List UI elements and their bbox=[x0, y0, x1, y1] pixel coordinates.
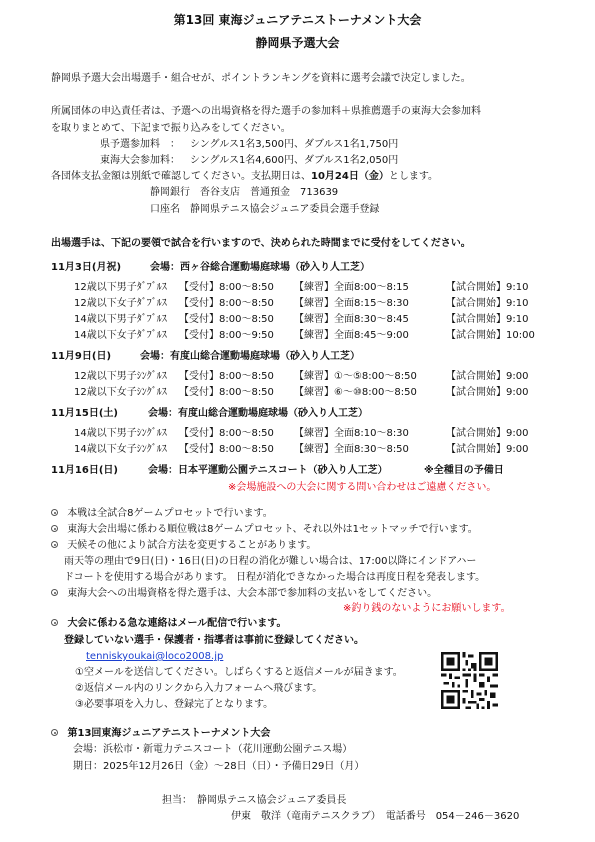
tokai-fee-value: シングルス1名4,600円、ダブルス1名2,050円 bbox=[190, 155, 399, 166]
step-2: ②返信メール内のリンクから入力フォームへ飛びます。 bbox=[75, 683, 323, 694]
practice-time: 【練習】全面8:30～8:45 bbox=[294, 314, 409, 325]
schedule-row bbox=[0, 294, 595, 309]
inquiry-warning: ※会場施設への大会に関する問い合わせはご遠慮ください。 bbox=[228, 482, 497, 493]
day1-date: 11月3日(月祝) bbox=[51, 262, 122, 273]
category: 14歳以下男子ｼﾝｸﾞﾙｽ bbox=[74, 428, 167, 439]
deadline-pre: 各団体支払金額は別紙で確認してください。支払期日は、 bbox=[51, 171, 311, 182]
double-circle-icon bbox=[51, 509, 58, 516]
reception-time: 【受付】8:00～8:50 bbox=[179, 444, 274, 455]
contact-line1: 大会に係わる急な連絡はメール配信で行います。 bbox=[51, 618, 286, 630]
qr-code-icon[interactable] bbox=[441, 652, 498, 709]
intro-text: 静岡県予選大会出場選手・組合せが、ポイントランキングを資料に選考会議で決定しました。 bbox=[51, 73, 471, 84]
double-circle-icon bbox=[51, 729, 58, 736]
category: 14歳以下女子ﾀﾞﾌﾞﾙｽ bbox=[74, 330, 167, 341]
practice-time: 【練習】全面8:45～9:00 bbox=[294, 330, 409, 341]
tokai-fee-label: 東海大会参加料： bbox=[100, 155, 180, 166]
schedule-row bbox=[0, 326, 595, 341]
match-start: 【試合開始】9:00 bbox=[446, 428, 529, 439]
match-start: 【試合開始】9:00 bbox=[446, 444, 529, 455]
tokai-venue: 会場：浜松市・新電力テニスコート（花川運動公園テニス場） bbox=[73, 744, 353, 755]
contact-line2: 登録していない選手・保護者・指導者は事前に登録してください。 bbox=[64, 635, 364, 646]
practice-time: 【練習】①～⑤8:00～8:50 bbox=[294, 371, 417, 382]
schedule-intro: 出場選手は、下記の要領で試合を行いますので、決められた時間までに受付をしてください。 bbox=[51, 238, 471, 249]
reserve-note: ※全種目の予備日 bbox=[424, 465, 504, 476]
match-start: 【試合開始】10:00 bbox=[446, 330, 535, 341]
note-detail: 雨天等の理由で9日(日)・16日(日)の日程の消化が難しい場合は、17:00以降にインドアハー bbox=[64, 556, 477, 567]
deadline-post: とします。 bbox=[388, 171, 439, 182]
bank-info: 静岡銀行 沓谷支店 普通預金 713639 bbox=[150, 187, 339, 198]
practice-time: 【練習】全面8:15～8:30 bbox=[294, 298, 409, 309]
reception-time: 【受付】8:00～8:50 bbox=[179, 282, 274, 293]
step-3: ③必要事項を入力し、登録完了となります。 bbox=[75, 699, 274, 710]
reception-time: 【受付】8:00～8:50 bbox=[179, 428, 274, 439]
practice-time: 【練習】全面8:00～8:15 bbox=[294, 282, 409, 293]
deadline-date: 10月24日（金） bbox=[311, 171, 389, 182]
pref-fee-label: 県予選参加料 ： bbox=[100, 139, 180, 150]
doc-subtitle: 静岡県予選大会 bbox=[255, 36, 340, 50]
match-start: 【試合開始】9:10 bbox=[446, 298, 529, 309]
day3-date: 11月15日(土) bbox=[51, 408, 118, 419]
schedule-row bbox=[0, 440, 595, 455]
double-circle-icon bbox=[51, 619, 58, 626]
category: 12歳以下女子ﾀﾞﾌﾞﾙｽ bbox=[74, 298, 167, 309]
deadline-line bbox=[51, 171, 438, 183]
reserve-date: 11月16日(日) bbox=[51, 465, 118, 476]
category: 12歳以下女子ｼﾝｸﾞﾙｽ bbox=[74, 387, 167, 398]
reception-time: 【受付】8:00～9:50 bbox=[179, 330, 274, 341]
day1-venue: 会場：西ヶ谷総合運動場庭球場（砂入り人工芝） bbox=[150, 262, 370, 273]
category: 14歳以下男子ﾀﾞﾌﾞﾙｽ bbox=[74, 314, 167, 325]
category: 12歳以下男子ﾀﾞﾌﾞﾙｽ bbox=[74, 282, 167, 293]
change-warning: ※釣り銭のないようにお願いします。 bbox=[343, 603, 511, 614]
category: 14歳以下女子ｼﾝｸﾞﾙｽ bbox=[74, 444, 167, 455]
doc-title: 第13回 東海ジュニアテニストーナメント大会 bbox=[173, 13, 422, 27]
day2-date: 11月9日(日) bbox=[51, 351, 112, 362]
tokai-title: 第13回東海ジュニアテニストーナメント大会 bbox=[51, 728, 270, 740]
double-circle-icon bbox=[51, 541, 58, 548]
double-circle-icon bbox=[51, 589, 58, 596]
schedule-row bbox=[0, 310, 595, 325]
double-circle-icon bbox=[51, 525, 58, 532]
note-detail: ドコートを使用する場合があります。 日程が消化できなかった場合は再度日程を発表します。 bbox=[64, 572, 486, 583]
schedule-row bbox=[0, 278, 595, 293]
match-start: 【試合開始】9:00 bbox=[446, 387, 529, 398]
contact-person-title: 担当： 静岡県テニス協会ジュニア委員長 bbox=[162, 795, 347, 806]
pref-fee-value: シングルス1名3,500円、ダブルス1名1,750円 bbox=[190, 139, 399, 150]
email-link[interactable]: tenniskyoukai@loco2008.jp bbox=[86, 651, 224, 662]
fees-line1: 所属団体の申込責任者は、予選への出場資格を得た選手の参加料＋県推薦選手の東海大会参加料 bbox=[51, 106, 481, 117]
note-item: 東海大会出場に係わる順位戦は8ゲームプロセット、それ以外は1セットマッチで行います。 bbox=[51, 524, 478, 536]
category: 12歳以下男子ｼﾝｸﾞﾙｽ bbox=[74, 371, 167, 382]
note-item: 天候その他により試合方法を変更することがあります。 bbox=[51, 540, 316, 552]
schedule-row bbox=[0, 383, 595, 398]
account-name: 口座名 静岡県テニス協会ジュニア委員会選手登録 bbox=[150, 204, 380, 215]
fees-line2: を取りまとめて、下記まで振り込みをしてください。 bbox=[51, 123, 291, 134]
reception-time: 【受付】8:00～8:50 bbox=[179, 371, 274, 382]
contact-person-detail: 伊東 敬洋（竜南テニスクラブ） 電話番号 054－246－3620 bbox=[231, 811, 520, 822]
reception-time: 【受付】8:00～8:50 bbox=[179, 387, 274, 398]
match-start: 【試合開始】9:10 bbox=[446, 282, 529, 293]
reserve-venue: 会場：日本平運動公園テニスコート（砂入り人工芝） bbox=[148, 465, 388, 476]
practice-time: 【練習】全面8:10～8:30 bbox=[294, 428, 409, 439]
day2-venue: 会場：有度山総合運動場庭球場（砂入り人工芝） bbox=[140, 351, 360, 362]
day3-venue: 会場：有度山総合運動場庭球場（砂入り人工芝） bbox=[148, 408, 368, 419]
match-start: 【試合開始】9:00 bbox=[446, 371, 529, 382]
reception-time: 【受付】8:00～8:50 bbox=[179, 298, 274, 309]
schedule-row bbox=[0, 367, 595, 382]
reception-time: 【受付】8:00～8:50 bbox=[179, 314, 274, 325]
note-item: 東海大会への出場資格を得た選手は、大会本部で参加料の支払いをしてください。 bbox=[51, 588, 437, 600]
schedule-row bbox=[0, 424, 595, 439]
match-start: 【試合開始】9:10 bbox=[446, 314, 529, 325]
step-1: ①空メールを送信してください。しばらくすると返信メールが届きます。 bbox=[75, 667, 403, 678]
practice-time: 【練習】⑥～⑩8:00～8:50 bbox=[294, 387, 417, 398]
tokai-period: 期日：2025年12月26日（金）～28日（日）・予備日29日（月） bbox=[73, 761, 365, 772]
practice-time: 【練習】全面8:30～8:50 bbox=[294, 444, 409, 455]
note-item: 本戦は全試合8ゲームプロセットで行います。 bbox=[51, 508, 273, 520]
